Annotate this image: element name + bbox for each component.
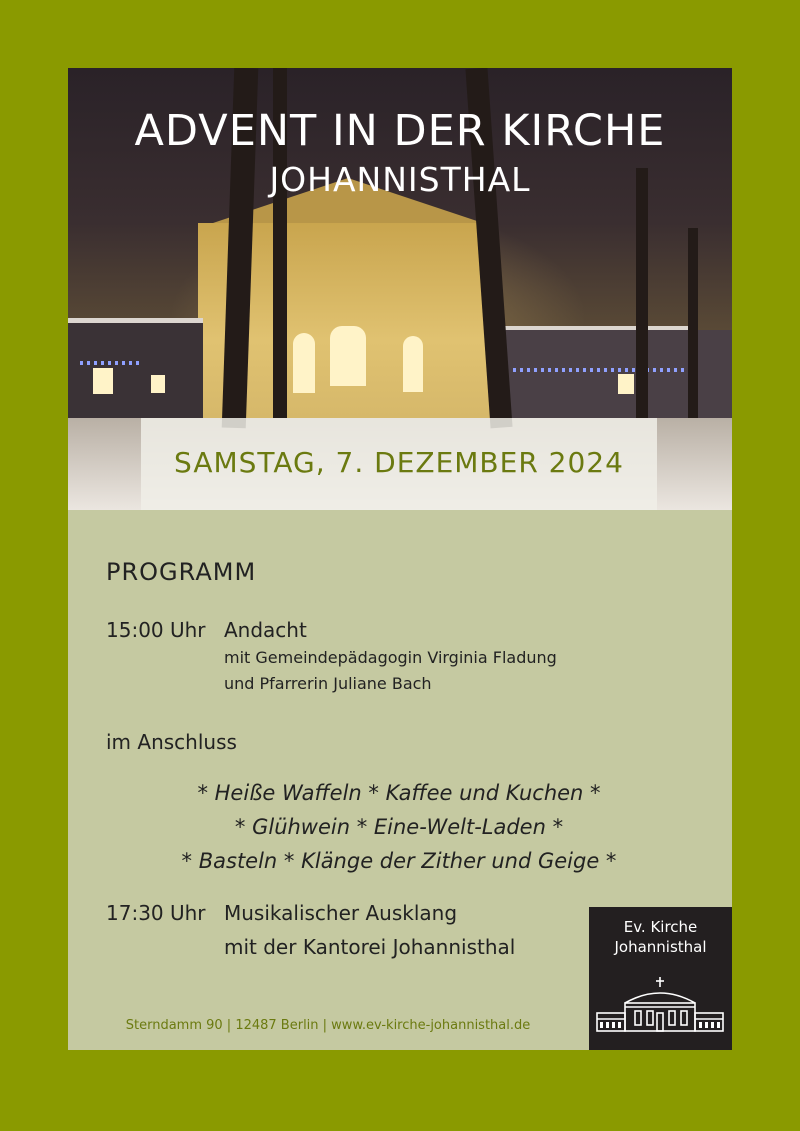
event-detail: und Pfarrerin Juliane Bach [224,674,432,693]
string-lights [80,361,140,365]
event-date: SAMSTAG, 7. DEZEMBER 2024 [174,446,624,479]
logo-text [589,917,732,957]
poster [68,68,732,1050]
church-window [293,333,315,393]
following-label: im Anschluss [106,730,237,754]
string-lights [513,368,688,372]
logo-line: Johannisthal [614,938,707,956]
church-logo [589,907,732,1050]
extras-line: * Heiße Waffeln * Kaffee und Kuchen * [197,781,601,805]
event-title: Musikalischer Ausklang [224,901,458,925]
event-detail: mit der Kantorei Johannisthal [224,935,516,959]
date-banner [141,418,657,510]
event-time: 15:00 Uhr [106,618,206,642]
program-heading: PROGRAMM [106,558,257,586]
extras-line: * Basteln * Klänge der Zither und Geige * [181,849,617,873]
wing-left [68,323,203,418]
event-time: 17:30 Uhr [106,901,206,925]
footer-address: Sterndamm 90 | 12487 Berlin | www.ev-kirche-johannisthal.de [125,1018,531,1033]
tree-trunk [688,228,698,418]
church-window [403,336,423,392]
church-door [330,326,366,386]
church-photo [68,68,732,510]
tree-trunk [636,168,648,418]
church-building-icon [595,975,726,1035]
extras-line: * Glühwein * Eine-Welt-Laden * [234,815,564,839]
poster-title: ADVENT IN DER KIRCHE [134,106,666,156]
wing-window [151,375,165,393]
wing-window [618,374,634,394]
wing-window [93,368,113,394]
poster-subtitle: JOHANNISTHAL [269,160,531,199]
logo-line: Ev. Kirche [623,918,698,936]
extras-list [106,776,692,878]
event-title: Andacht [224,618,307,642]
event-detail: mit Gemeindepädagogin Virginia Fladung [224,648,557,667]
